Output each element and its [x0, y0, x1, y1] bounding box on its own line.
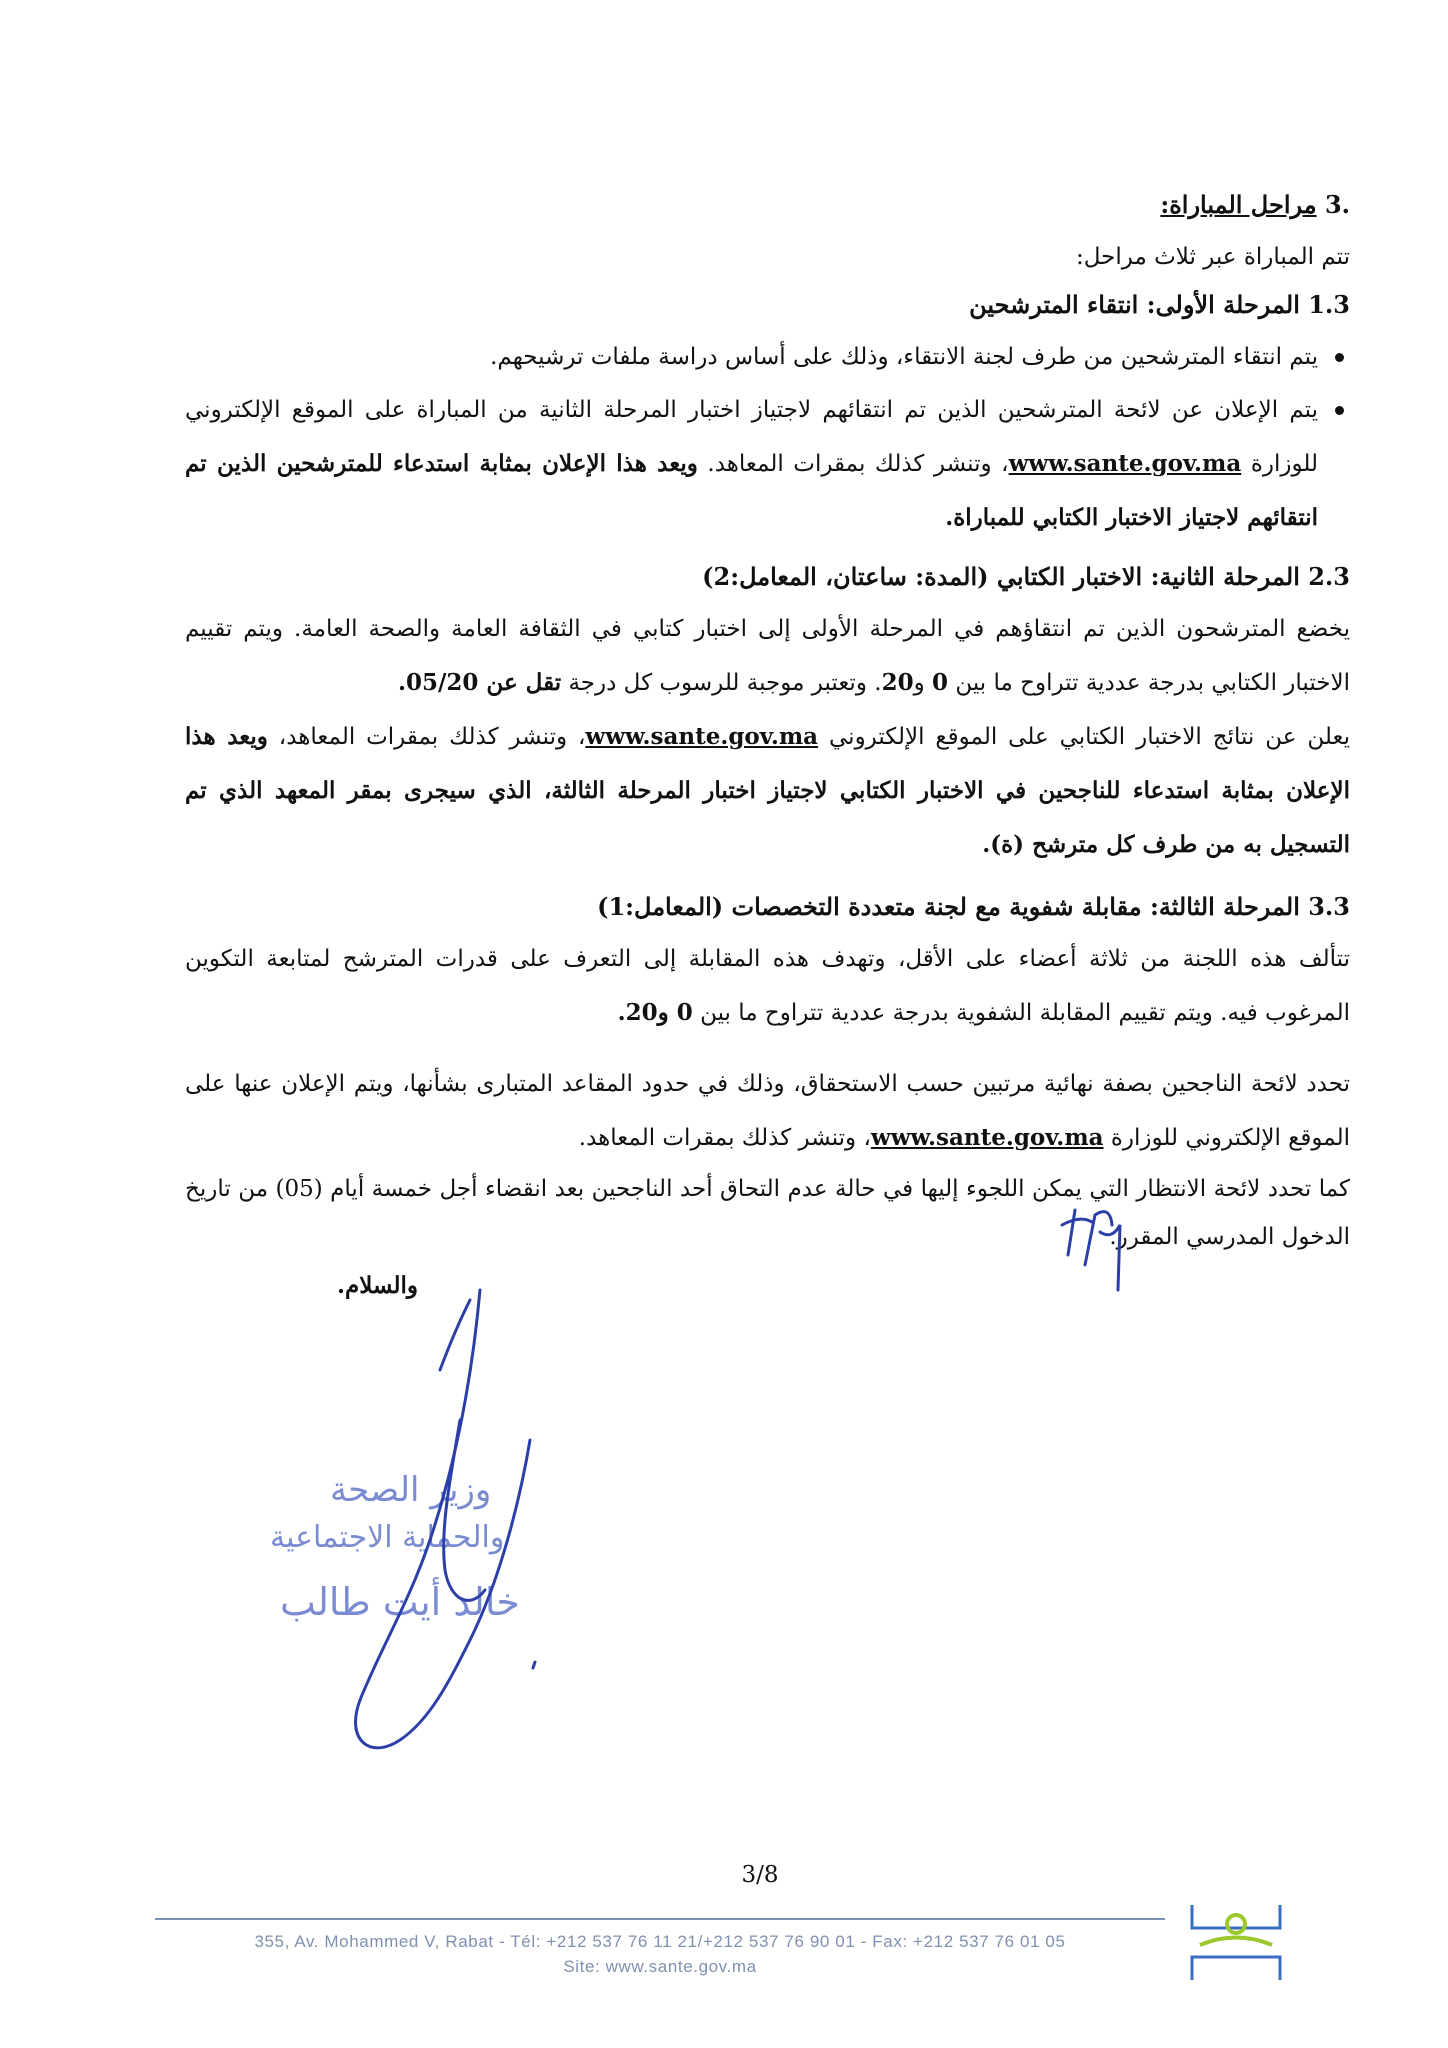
final-p1-text-b: ، وتنشر كذلك بمقرات المعاهد.	[578, 1125, 871, 1151]
stage-2-p1-zero: 0	[932, 669, 949, 696]
footer-address: 355, Av. Mohammed V, Rabat - Tél: +212 537 76 11 21/+212 537 76 90 01 - Fax: +212 537 76 01 05	[254, 1932, 1066, 1951]
final-p1-text: تحدد لائحة الناجحين بصفة نهائية مرتبين حسب الاستحقاق، وذلك في حدود المقاعد المتبارى بشأنها، ويتم الإعلان عنها على الموقع الإلكتروني للوزارة	[185, 1071, 1350, 1151]
ministry-website-link-3[interactable]: www.sante.gov.ma	[870, 1124, 1104, 1151]
stage-1-number: 1.3	[1308, 290, 1350, 319]
stage-2-number: 2.3	[1308, 562, 1350, 591]
stage-3-p1-bold: 0 و20.	[617, 999, 693, 1026]
footer-site: Site: www.sante.gov.ma	[563, 1957, 757, 1976]
closing-salutation: والسلام.	[337, 1272, 418, 1299]
main-signature	[356, 1290, 535, 1748]
stage-1-bullet-1: يتم انتقاء المترشحين من طرف لجنة الانتقاء، وذلك على أساس دراسة ملفات ترشيحهم.	[185, 331, 1350, 384]
stage-2-p2-text-b: ، وتنشر كذلك بمقرات المعاهد،	[278, 724, 586, 750]
section-3-title: مراحل المباراة:	[1160, 190, 1317, 219]
stage-2-p1-bold: تقل عن 05/20.	[397, 669, 562, 696]
stage-2-title: المرحلة الثانية: الاختبار الكتابي (المدة: ساعتان، المعامل:2)	[702, 562, 1300, 591]
ministry-website-link[interactable]: www.sante.gov.ma	[1008, 450, 1242, 477]
stage-2-p2-bold: ويعد هذا الإعلان بمثابة استدعاء للناجحين في الاختبار الكتابي لاجتياز اختبار المرحلة الثالثة، الذي سيجرى بمقر المعهد الذي تم التسجيل به من طرف كل مترشح (ة).	[185, 723, 1350, 858]
stage-3-title: المرحلة الثالثة: مقابلة شفوية مع لجنة متعددة التخصصات (المعامل:1)	[597, 892, 1300, 921]
ministry-website-link-2[interactable]: www.sante.gov.ma	[585, 723, 819, 750]
section-3-intro: تتم المباراة عبر ثلاث مراحل:	[1075, 244, 1350, 270]
final-paragraph-2: كما تحدد لائحة الانتظار التي يمكن اللجوء إليها في حالة عدم التحاق أحد الناجحين بعد انقضاء أجل خمسة أيام (05) من تاريخ الدخول المدرسي المقرر.	[185, 1176, 1351, 1250]
stage-2-p1-text-b: . وتعتبر موجبة للرسوب كل درجة	[568, 670, 882, 696]
footer-divider	[155, 1918, 1165, 1920]
stage-1-bullet-2-text: يتم الإعلان عن لائحة المترشحين الذين تم انتقائهم لاجتياز اختبار المرحلة الثانية من المباراة على الموقع الإلكتروني للوزارة	[185, 397, 1318, 477]
ministry-logo	[1192, 1905, 1280, 1980]
stamp-line-2: والحماية الاجتماعية	[270, 1520, 505, 1555]
stage-3-p1-text: تتألف هذه اللجنة من ثلاثة أعضاء على الأقل، وتهدف هذه المقابلة إلى التعرف على قدرات المترشح لمتابعة التكوين المرغوب فيه. ويتم تقييم المقابلة الشفوية بدرجة عددية تتراوح ما بين	[185, 946, 1350, 1026]
stage-1-bullet-2-bold: ويعد هذا الإعلان بمثابة استدعاء للمترشحين الذين تم انتقائهم لاجتياز الاختبار الكتابي للمباراة.	[185, 450, 1318, 531]
section-3-number: 3.	[1324, 190, 1350, 219]
stage-2-p1-text: يخضع المترشحون الذين تم انتقاؤهم في المرحلة الأولى إلى اختبار كتابي في الثقافة العامة والصحة العامة. ويتم تقييم الاختبار الكتابي بدرجة عددية تتراوح ما بين	[185, 616, 1350, 696]
stage-2-p2-text: يعلن عن نتائج الاختبار الكتابي على الموقع الإلكتروني	[829, 724, 1351, 750]
stage-3-number: 3.3	[1308, 892, 1350, 921]
stamp-line-3: خالد أيت طالب	[280, 1580, 520, 1624]
page-number: 3/8	[741, 1862, 779, 1888]
stage-2-p1-twenty: 20	[881, 669, 914, 696]
stage-1-bullet-2-text-b: ، وتنشر كذلك بمقرات المعاهد.	[707, 451, 1009, 477]
initials-signature	[1062, 1210, 1120, 1290]
stamp-line-1: وزير الصحة	[330, 1470, 492, 1510]
stage-2-p1-and: و	[913, 670, 925, 696]
stage-1-title: المرحلة الأولى: انتقاء المترشحين	[969, 290, 1300, 319]
